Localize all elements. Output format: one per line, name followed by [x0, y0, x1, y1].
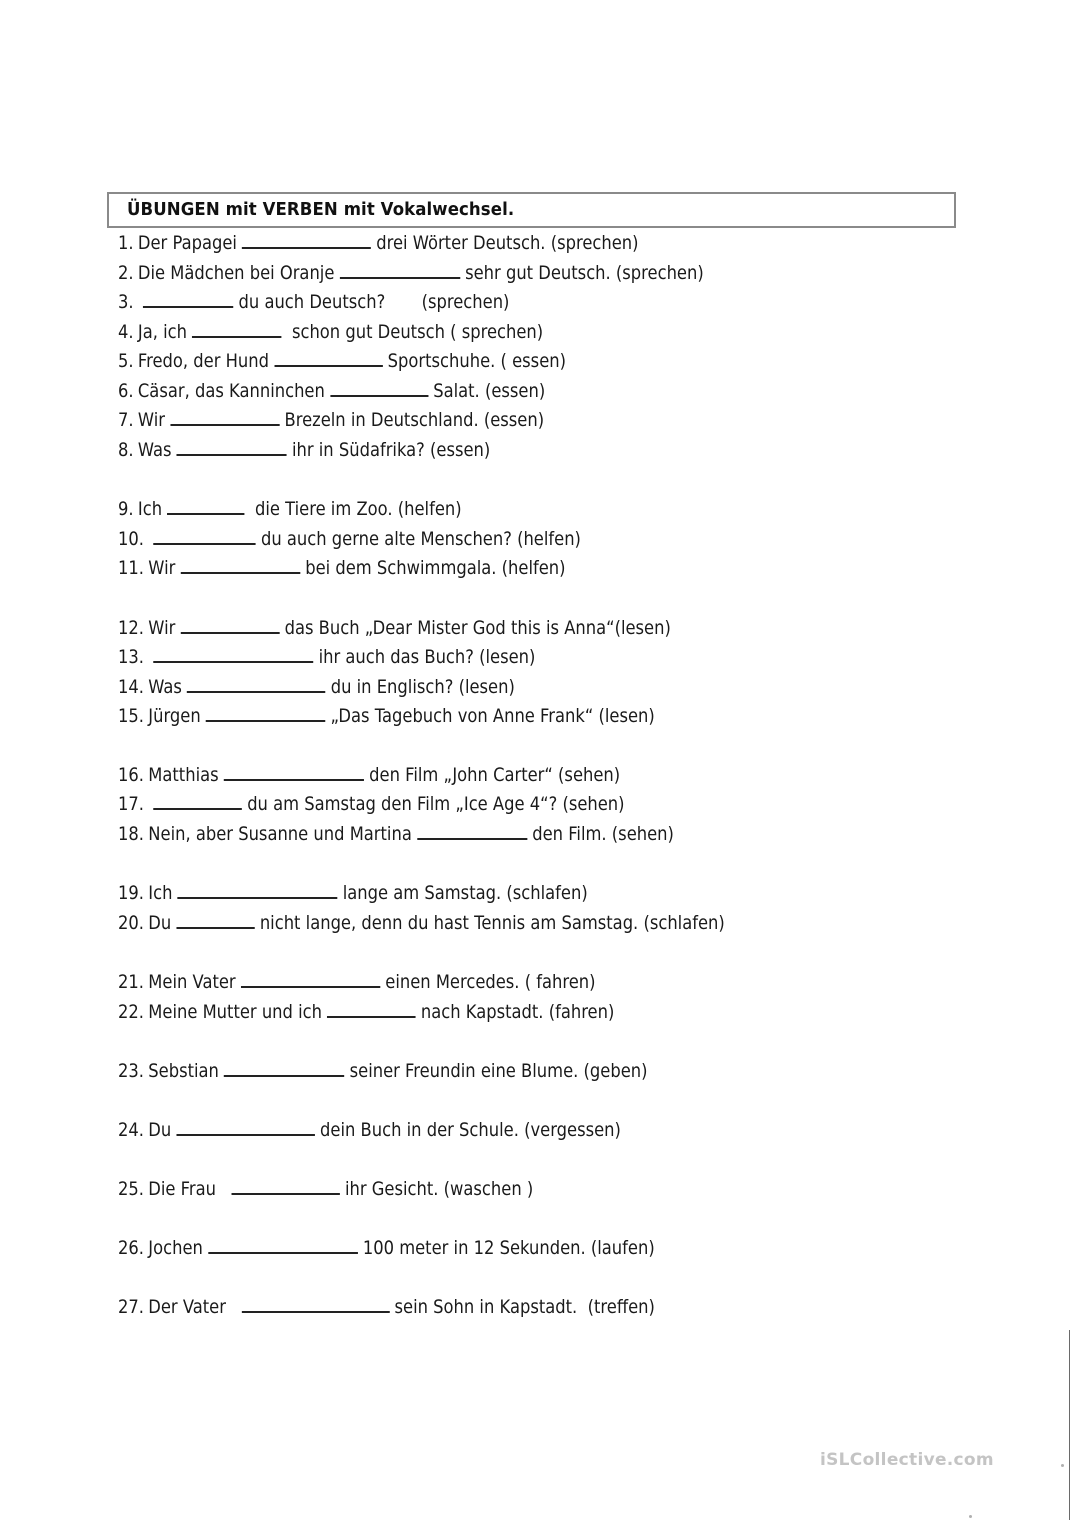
exercise-item	[118, 377, 545, 403]
exercise-number: 5.	[118, 350, 134, 372]
exercise-continuation: du auch gerne alte Menschen? (helfen)	[260, 528, 581, 550]
answer-blank[interactable]	[176, 909, 254, 929]
exercise-number: 22.	[118, 1001, 144, 1023]
exercise-number: 7.	[118, 409, 134, 431]
exercise-item	[118, 347, 566, 373]
answer-blank[interactable]	[224, 761, 364, 781]
exercise-continuation: sein Sohn in Kapstadt. (treffen)	[394, 1296, 655, 1318]
exercise-item	[118, 614, 671, 640]
answer-blank[interactable]	[242, 229, 371, 249]
answer-blank[interactable]	[274, 347, 382, 367]
exercise-continuation: den Film „John Carter“ (sehen)	[369, 764, 621, 786]
exercise-continuation: bei dem Schwimmgala. (helfen)	[305, 557, 566, 579]
exercise-continuation: dein Buch in der Schule. (vergessen)	[320, 1119, 621, 1141]
answer-blank[interactable]	[143, 288, 233, 308]
exercise-number: 3.	[118, 291, 134, 313]
exercise-continuation: das Buch „Dear Mister God this is Anna“(lesen)	[284, 617, 671, 639]
exercise-item	[118, 229, 639, 255]
exercise-continuation: sehr gut Deutsch. (sprechen)	[465, 262, 704, 284]
exercise-number: 17.	[118, 793, 144, 815]
answer-blank[interactable]	[153, 790, 242, 810]
exercise-number: 24.	[118, 1119, 144, 1141]
exercise-item	[118, 318, 543, 344]
exercise-number: 15.	[118, 705, 144, 727]
scan-dot	[969, 1515, 972, 1518]
answer-blank[interactable]	[327, 998, 416, 1018]
exercise-number: 21.	[118, 971, 144, 993]
exercise-continuation: ihr auch das Buch? (lesen)	[318, 646, 536, 668]
exercise-item	[118, 790, 625, 816]
answer-blank[interactable]	[224, 1057, 344, 1077]
exercise-item	[118, 554, 566, 580]
exercise-prompt: Du	[148, 912, 172, 934]
exercise-number: 26.	[118, 1237, 144, 1259]
page-edge	[1069, 1330, 1070, 1520]
exercise-continuation: 100 meter in 12 Sekunden. (laufen)	[362, 1237, 655, 1259]
answer-blank[interactable]	[181, 554, 301, 574]
exercise-continuation: Salat. (essen)	[433, 380, 546, 402]
exercise-prompt: Die Mädchen bei Oranje	[137, 262, 335, 284]
exercise-prompt: Mein Vater	[148, 971, 236, 993]
exercise-prompt: Fredo, der Hund	[137, 350, 269, 372]
answer-blank[interactable]	[170, 406, 279, 426]
exercise-number: 14.	[118, 676, 144, 698]
answer-blank[interactable]	[181, 614, 280, 634]
exercise-item	[118, 495, 462, 521]
exercise-item	[118, 1175, 533, 1201]
exercise-continuation: du auch Deutsch? (sprechen)	[238, 291, 510, 313]
title-box	[107, 192, 956, 228]
exercise-prompt: Sebstian	[148, 1060, 219, 1082]
exercise-number: 27.	[118, 1296, 144, 1318]
exercise-number: 2.	[118, 262, 134, 284]
exercise-item	[118, 820, 674, 846]
exercise-continuation: Brezeln in Deutschland. (essen)	[284, 409, 545, 431]
exercise-item	[118, 968, 596, 994]
exercise-number: 4.	[118, 321, 134, 343]
answer-blank[interactable]	[187, 673, 325, 693]
exercise-prompt: Was	[148, 676, 182, 698]
exercise-prompt: Was	[137, 439, 172, 461]
exercise-number: 8.	[118, 439, 134, 461]
exercise-number: 16.	[118, 764, 144, 786]
exercise-prompt: Die Frau	[148, 1178, 216, 1200]
exercise-number: 12.	[118, 617, 144, 639]
exercise-prompt: Matthias	[148, 764, 219, 786]
exercise-item	[118, 1234, 655, 1260]
exercise-item	[118, 259, 704, 285]
worksheet-title: ÜBUNGEN mit VERBEN mit Vokalwechsel.	[127, 199, 515, 220]
exercise-prompt: Jochen	[148, 1237, 203, 1259]
exercise-item	[118, 673, 515, 699]
exercise-prompt: Wir	[148, 557, 176, 579]
answer-blank[interactable]	[340, 259, 460, 279]
exercise-number: 19.	[118, 882, 144, 904]
exercise-continuation: „Das Tagebuch von Anne Frank“ (lesen)	[330, 705, 655, 727]
exercise-item	[118, 879, 588, 905]
exercise-item	[118, 525, 581, 551]
answer-blank[interactable]	[208, 1234, 358, 1254]
exercise-prompt: Du	[148, 1119, 172, 1141]
exercise-number: 18.	[118, 823, 144, 845]
exercise-continuation: drei Wörter Deutsch. (sprechen)	[376, 232, 639, 254]
exercise-item	[118, 288, 509, 314]
exercise-continuation: einen Mercedes. ( fahren)	[385, 971, 596, 993]
exercise-item	[118, 909, 725, 935]
exercise-item	[118, 1293, 655, 1319]
exercise-continuation: nach Kapstadt. (fahren)	[420, 1001, 615, 1023]
exercise-continuation: den Film. (sehen)	[532, 823, 674, 845]
watermark: iSLCollective.com	[820, 1450, 994, 1470]
exercise-prompt: Cäsar, das Kanninchen	[137, 380, 325, 402]
exercise-prompt: Wir	[148, 617, 176, 639]
exercise-continuation: die Tiere im Zoo. (helfen)	[249, 498, 462, 520]
exercise-prompt: Ich	[137, 498, 163, 520]
answer-blank[interactable]	[153, 525, 255, 545]
exercise-item	[118, 436, 490, 462]
exercise-prompt: Jürgen	[148, 705, 201, 727]
exercise-number: 20.	[118, 912, 144, 934]
answer-blank[interactable]	[176, 1116, 314, 1136]
answer-blank[interactable]	[417, 820, 527, 840]
exercise-continuation: du am Samstag den Film „Ice Age 4“? (sehen)	[247, 793, 625, 815]
exercise-prompt: Der Vater	[148, 1296, 226, 1318]
exercise-number: 6.	[118, 380, 134, 402]
exercise-continuation: ihr in Südafrika? (essen)	[291, 439, 491, 461]
answer-blank[interactable]	[330, 377, 428, 397]
answer-blank[interactable]	[241, 1293, 389, 1313]
exercise-number: 25.	[118, 1178, 144, 1200]
exercise-continuation: du in Englisch? (lesen)	[330, 676, 515, 698]
exercise-prompt: Nein, aber Susanne und Martina	[148, 823, 412, 845]
exercise-item	[118, 406, 544, 432]
exercise-continuation: lange am Samstag. (schlafen)	[342, 882, 588, 904]
exercise-item	[118, 1057, 647, 1083]
answer-blank[interactable]	[167, 495, 244, 515]
exercise-prompt: Ich	[148, 882, 173, 904]
exercise-number: 11.	[118, 557, 144, 579]
answer-blank[interactable]	[177, 436, 287, 456]
answer-blank[interactable]	[206, 702, 326, 722]
exercise-item	[118, 761, 620, 787]
exercise-continuation: seiner Freundin eine Blume. (geben)	[349, 1060, 648, 1082]
exercise-prompt: Der Papagei	[137, 232, 237, 254]
answer-blank[interactable]	[231, 1175, 339, 1195]
exercise-item	[118, 643, 535, 669]
exercise-continuation: Sportschuhe. ( essen)	[387, 350, 566, 372]
scan-dot	[1061, 1464, 1064, 1467]
exercise-number: 1.	[118, 232, 134, 254]
exercise-item	[118, 998, 614, 1024]
exercise-item	[118, 702, 655, 728]
exercise-number: 9.	[118, 498, 134, 520]
exercise-prompt: Meine Mutter und ich	[148, 1001, 322, 1023]
answer-blank[interactable]	[153, 643, 313, 663]
answer-blank[interactable]	[192, 318, 281, 338]
exercise-continuation: schon gut Deutsch ( sprechen)	[286, 321, 544, 343]
exercise-number: 13.	[118, 646, 144, 668]
exercise-number: 10.	[118, 528, 144, 550]
exercise-prompt: Wir	[137, 409, 165, 431]
exercise-continuation: ihr Gesicht. (waschen )	[344, 1178, 534, 1200]
exercise-prompt: Ja, ich	[137, 321, 188, 343]
answer-blank[interactable]	[178, 879, 338, 899]
exercise-number: 23.	[118, 1060, 144, 1082]
exercise-continuation: nicht lange, denn du hast Tennis am Samstag. (schlafen)	[259, 912, 725, 934]
answer-blank[interactable]	[241, 968, 380, 988]
exercise-item	[118, 1116, 621, 1142]
